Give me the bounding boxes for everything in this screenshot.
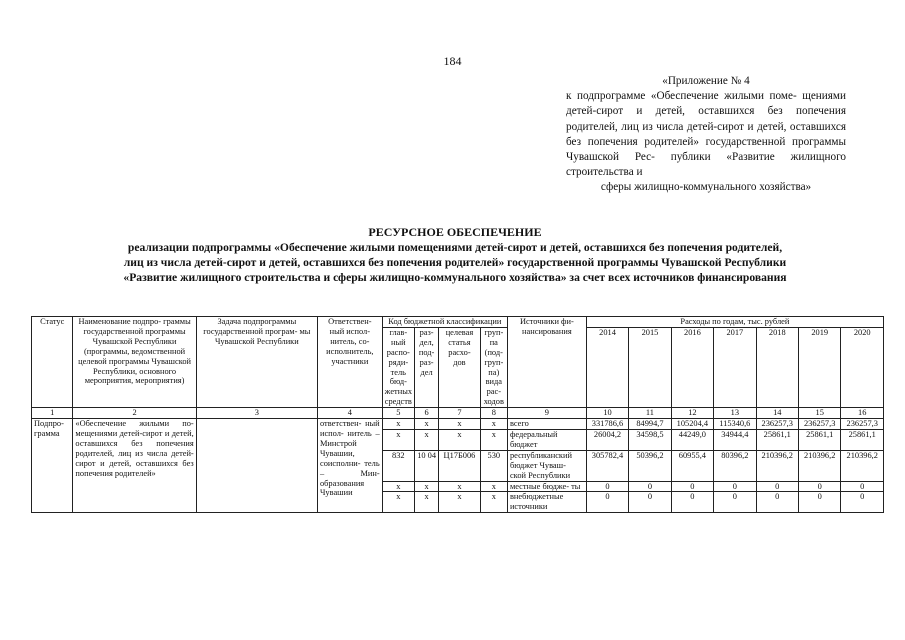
header-status: Статус [32, 317, 73, 408]
appendix-note [566, 74, 846, 196]
section-cell: 10 04 [414, 450, 438, 481]
heading-line-3: лиц из числа детей-сирот и детей, оставшихся без попечения родителей» государственной программы Чувашской Республики [123, 256, 787, 269]
value-cell: 0 [671, 492, 713, 513]
heading-line-2: реализации подпрограммы «Обеспечение жилыми помещениями детей-сирот и детей, оставшихся без попечения родителей, [127, 241, 783, 254]
source-cell: внебюджетные источники [507, 492, 586, 513]
value-cell: 236257,3 [756, 419, 798, 430]
task-cell [196, 419, 317, 513]
value-cell: 25861,1 [841, 429, 884, 450]
value-cell: 34598,5 [629, 429, 671, 450]
group-cell: x [480, 492, 507, 513]
value-cell: 0 [586, 481, 628, 492]
grbs-cell: x [382, 429, 414, 450]
value-cell: 105204,4 [671, 419, 713, 430]
resource-table [31, 316, 884, 513]
source-cell: всего [507, 419, 586, 430]
status-cell: Подпро- грамма [32, 419, 73, 513]
header-task: Задача подпрограммы государственной програм- мы Чувашской Республики [196, 317, 317, 408]
column-number: 1 [32, 408, 73, 419]
header-expenses: Расходы по годам, тыс. рублей [586, 317, 883, 328]
header-target: целевая статья расхо- дов [439, 327, 480, 407]
column-number: 3 [196, 408, 317, 419]
target-cell: x [439, 429, 480, 450]
value-cell: 236257,3 [798, 419, 840, 430]
target-cell: x [439, 481, 480, 492]
section-cell: x [414, 481, 438, 492]
source-cell: местные бюдже- ты [507, 481, 586, 492]
value-cell: 60955,4 [671, 450, 713, 481]
value-cell: 305782,4 [586, 450, 628, 481]
header-section: раз- дел, под- раз- дел [414, 327, 438, 407]
column-number: 7 [439, 408, 480, 419]
value-cell: 0 [798, 492, 840, 513]
section-cell: x [414, 419, 438, 430]
column-number: 2 [73, 408, 196, 419]
group-cell: x [480, 429, 507, 450]
header-year: 2016 [671, 327, 713, 407]
value-cell: 236257,3 [841, 419, 884, 430]
header-responsible: Ответствен- ный испол- нитель, со- исполнитель, участники [317, 317, 382, 408]
grbs-cell: 832 [382, 450, 414, 481]
section-cell: x [414, 429, 438, 450]
grbs-cell: x [382, 419, 414, 430]
group-cell: 530 [480, 450, 507, 481]
header-year: 2018 [756, 327, 798, 407]
value-cell: 0 [714, 492, 756, 513]
value-cell: 25861,1 [798, 429, 840, 450]
document-heading [40, 225, 870, 285]
value-cell: 0 [586, 492, 628, 513]
table-row [32, 419, 884, 430]
header-name: Наименование подпро- граммы государственной программы Чувашской Республики (программы, ведомственной целевой программы Чувашской Республики, основного мероприятия, мероприятия) [73, 317, 196, 408]
value-cell: 0 [841, 481, 884, 492]
header-year: 2015 [629, 327, 671, 407]
column-number: 10 [586, 408, 628, 419]
value-cell: 331786,6 [586, 419, 628, 430]
header-year: 2014 [586, 327, 628, 407]
column-number-row [32, 408, 884, 419]
target-cell: Ц17Б006 [439, 450, 480, 481]
column-number: 8 [480, 408, 507, 419]
value-cell: 44249,0 [671, 429, 713, 450]
appendix-last-line: сферы жилищно-коммунального хозяйства» [600, 181, 812, 194]
target-cell: x [439, 419, 480, 430]
appendix-title: «Приложение № 4 [662, 75, 750, 87]
header-sources: Источники фи- нансирования [507, 317, 586, 408]
value-cell: 0 [841, 492, 884, 513]
value-cell: 34944,4 [714, 429, 756, 450]
source-cell: федеральный бюджет [507, 429, 586, 450]
value-cell: 25861,1 [756, 429, 798, 450]
column-number: 13 [714, 408, 756, 419]
value-cell: 210396,2 [841, 450, 884, 481]
column-number: 16 [841, 408, 884, 419]
column-number: 5 [382, 408, 414, 419]
value-cell: 0 [798, 481, 840, 492]
value-cell: 80396,2 [714, 450, 756, 481]
value-cell: 210396,2 [798, 450, 840, 481]
value-cell: 0 [756, 492, 798, 513]
value-cell: 210396,2 [756, 450, 798, 481]
column-number: 11 [629, 408, 671, 419]
group-cell: x [480, 419, 507, 430]
column-number: 9 [507, 408, 586, 419]
value-cell: 84994,7 [629, 419, 671, 430]
column-number: 12 [671, 408, 713, 419]
value-cell: 0 [714, 481, 756, 492]
responsible-cell: ответствен- ный испол- нитель – Минстрой Чувашии, соисполни- тель – Мин- образования Чувашии [317, 419, 382, 513]
header-year: 2017 [714, 327, 756, 407]
header-group: груп- па (под- груп- па) вида рас- ходов [480, 327, 507, 407]
heading-line-4: «Развитие жилищного строительства и сферы жилищно-коммунального хозяйства» за счет всех источников финансирования [123, 271, 787, 284]
header-year: 2020 [841, 327, 884, 407]
grbs-cell: x [382, 492, 414, 513]
grbs-cell: x [382, 481, 414, 492]
section-cell: x [414, 492, 438, 513]
appendix-body: к подпрограмме «Обеспечение жилыми поме- щениями детей-сирот и детей, оставшихся без попечения родителей, лиц из числа детей-сирот и детей, оставшихся без попечения родителей» государственной программы Чувашской Рес- публики «Развитие жилищного строительства и [566, 90, 846, 179]
page-number: 184 [443, 54, 462, 68]
value-cell: 115340,6 [714, 419, 756, 430]
value-cell: 0 [756, 481, 798, 492]
subprogram-name-cell: «Обеспечение жилыми по- мещениями детей-сирот и детей, оставшихся без попечения родителей, лиц из числа детей-сирот и детей, оставшихся без попечения родителей» [73, 419, 196, 513]
value-cell: 0 [671, 481, 713, 492]
heading-title: РЕСУРСНОЕ ОБЕСПЕЧЕНИЕ [368, 225, 542, 239]
group-cell: x [480, 481, 507, 492]
value-cell: 0 [629, 492, 671, 513]
value-cell: 50396,2 [629, 450, 671, 481]
column-number: 6 [414, 408, 438, 419]
column-number: 4 [317, 408, 382, 419]
header-year: 2019 [798, 327, 840, 407]
value-cell: 26004,2 [586, 429, 628, 450]
column-number: 15 [798, 408, 840, 419]
header-grbs: глав- ный распо- ряди- тель бюд- жетных средств [382, 327, 414, 407]
target-cell: x [439, 492, 480, 513]
header-budget-code: Код бюджетной классификации [382, 317, 507, 328]
source-cell: республиканский бюджет Чуваш- ской Республики [507, 450, 586, 481]
column-number: 14 [756, 408, 798, 419]
value-cell: 0 [629, 481, 671, 492]
